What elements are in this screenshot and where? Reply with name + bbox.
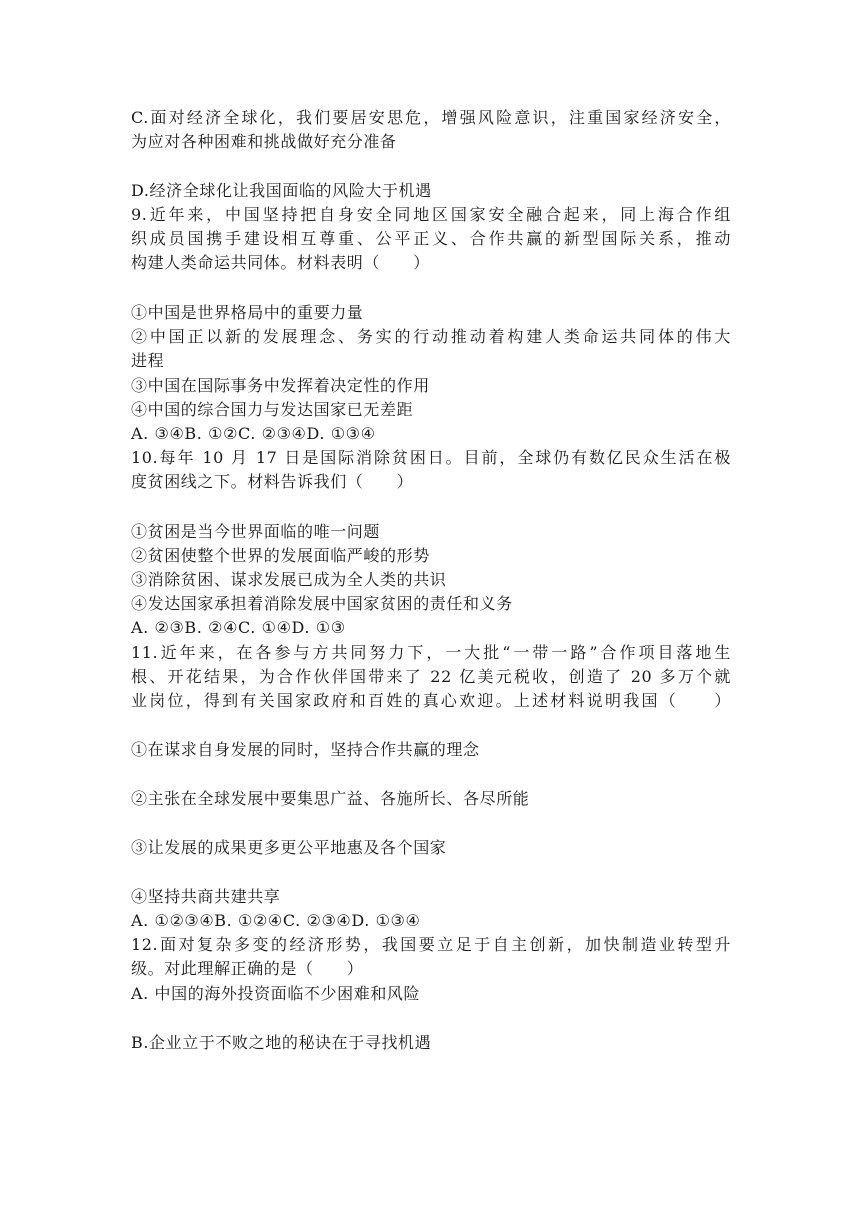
question-11-line-3: 业岗位，得到有关国家政府和百姓的真心欢迎。上述材料说明我国（ ） <box>131 691 731 710</box>
option-c-line-2: 为应对各种困难和挑战做好充分准备 <box>131 132 397 151</box>
q10-statement-4: ④发达国家承担着消除发展中国家贫困的责任和义务 <box>131 594 513 613</box>
question-9-line-1: 9.近年来，中国坚持把自身安全同地区国家安全融合起来，同上海合作组 <box>131 205 731 224</box>
q12-option-a: A. 中国的海外投资面临不少困难和风险 <box>131 984 421 1003</box>
q9-statement-3: ③中国在国际事务中发挥着决定性的作用 <box>131 376 430 395</box>
q9-statement-4: ④中国的综合国力与发达国家已无差距 <box>131 400 414 419</box>
question-10-line-2: 度贫困线之下。材料告诉我们（ ） <box>131 472 414 491</box>
question-10-line-1: 10.每年 10 月 17 日是国际消除贫困日。目前，全球仍有数亿民众生活在极 <box>131 448 731 467</box>
q10-answer-options: A. ②③B. ②④C. ①④D. ①③ <box>131 618 346 637</box>
question-12-line-1: 12.面对复杂多变的经济形势，我国要立足于自主创新，加快制造业转型升 <box>131 935 731 954</box>
q11-statement-2: ②主张在全球发展中要集思广益、各施所长、各尽所能 <box>131 789 530 808</box>
option-c-line-1: C.面对经济全球化，我们要居安思危，增强风险意识，注重国家经济安全， <box>131 108 731 127</box>
q10-statement-2: ②贫困使整个世界的发展面临严峻的形势 <box>131 546 430 565</box>
question-11-line-2: 根、开花结果，为合作伙伴国带来了 22 亿美元税收，创造了 20 多万个就 <box>131 667 731 686</box>
q9-statement-1: ①中国是世界格局中的重要力量 <box>131 303 364 322</box>
q11-statement-1: ①在谋求自身发展的同时，坚持合作共赢的理念 <box>131 740 480 759</box>
q10-statement-3: ③消除贫困、谋求发展已成为全人类的共识 <box>131 570 447 589</box>
q11-statement-4: ④坚持共商共建共享 <box>131 887 281 906</box>
q10-statement-1: ①贫困是当今世界面临的唯一问题 <box>131 522 381 541</box>
q12-option-b: B.企业立于不败之地的秘诀在于寻找机遇 <box>131 1033 432 1052</box>
option-d-line: D.经济全球化让我国面临的风险大于机遇 <box>131 181 432 200</box>
question-12-line-2: 级。对此理解正确的是（ ） <box>131 959 364 978</box>
q9-answer-options: A. ③④B. ①②C. ②③④D. ①③④ <box>131 424 376 443</box>
question-9-line-2: 织成员国携手建设相互尊重、公平正义、合作共赢的新型国际关系，推动 <box>131 229 731 248</box>
q9-statement-2-line-1: ②中国正以新的发展理念、务实的行动推动着构建人类命运共同体的伟大 <box>131 327 731 346</box>
question-9-line-3: 构建人类命运共同体。材料表明（ ） <box>131 253 430 272</box>
question-11-line-1: 11.近年来，在各参与方共同努力下，一大批“一带一路”合作项目落地生 <box>131 643 731 662</box>
q11-statement-3: ③让发展的成果更多更公平地惠及各个国家 <box>131 838 447 857</box>
q9-statement-2-line-2: 进程 <box>131 351 165 370</box>
q11-answer-options: A. ①②③④B. ①②④C. ②③④D. ①③④ <box>131 911 421 930</box>
